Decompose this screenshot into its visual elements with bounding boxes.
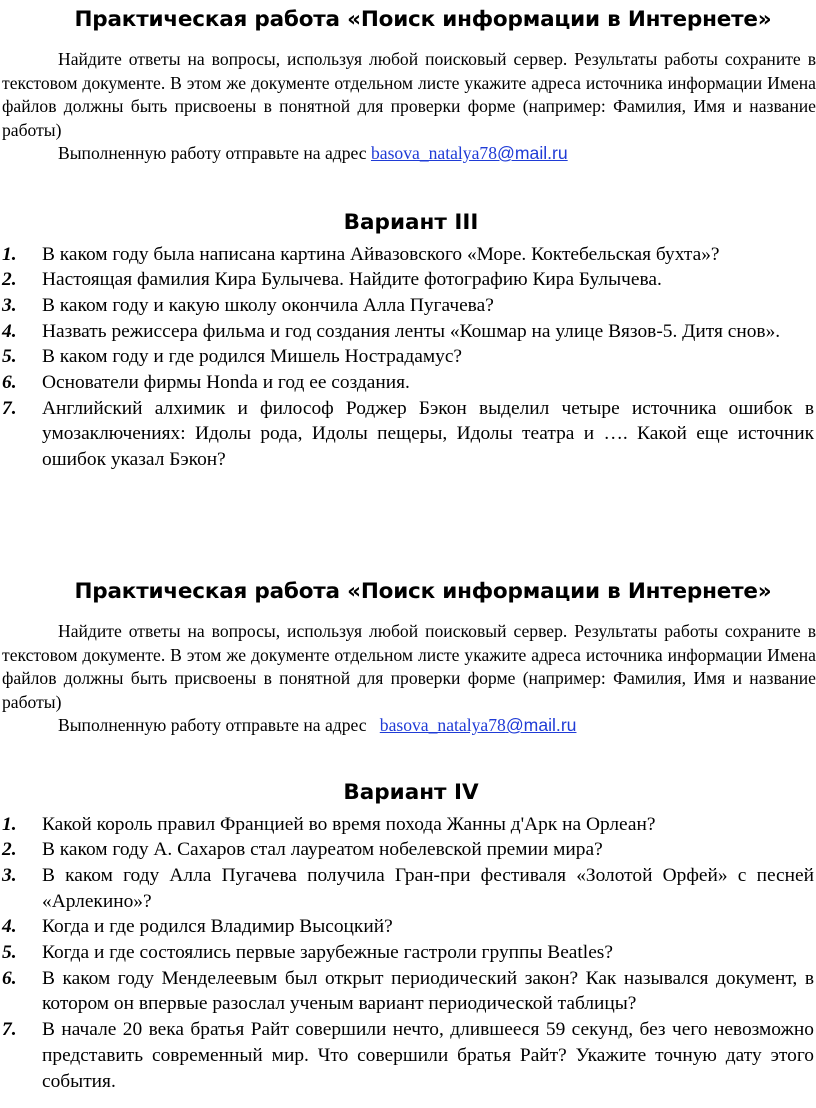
question-number: 7. [2,397,17,419]
question-item [0,863,816,914]
question-item [0,319,816,345]
question-item [0,344,816,370]
send-label: Выполненную работу отправьте на адрес [58,143,367,163]
send-address-line [0,714,816,738]
send-label: Выполненную работу отправьте на адрес [58,715,367,735]
question-text: В каком году А. Сахаров стал лауреатом нобелевской премии мира? [42,839,603,861]
instructions-paragraph [0,48,816,142]
email-domain: @mail.ru [497,143,568,163]
question-number: 1. [2,243,17,265]
question-number: 5. [2,942,17,964]
instructions-text: Найдите ответы на вопросы, используя любой поисковый сервер. Результаты работы сохраните в текстовом документе. В этом же документе отдельном листе укажите адреса источника информации Имена файлов должны быть присвоены в понятной для проверки форме (например: Фамилия, Имя и название работы) [2,621,816,712]
question-number: 4. [2,916,17,938]
question-text: В каком году Менделеевым был открыт периодический закон? Как назывался документ, в котором он впервые разослал ученым вариант периодической таблицы? [42,967,814,1015]
question-number: 1. [2,813,17,835]
page-title: Практическая работа «Поиск информации в Интернете» [74,579,772,604]
question-item [0,293,816,319]
question-list [0,242,816,473]
question-item [0,966,816,1017]
question-number: 3. [2,864,17,886]
send-address-line [0,142,816,166]
question-item [0,1017,816,1094]
question-text: Английский алхимик и философ Роджер Бэкон выделил четыре источника ошибок в умозаключениях: Идолы рода, Идолы пещеры, Идолы театра и …. Какой еще источник ошибок указал Бэкон? [42,397,814,471]
question-text: Основатели фирмы Honda и год ее создания. [42,372,410,394]
question-text: Назвать режиссера фильма и год создания ленты «Кошмар на улице Вязов-5. Дитя снов». [42,320,781,342]
question-text: Когда и где состоялись первые зарубежные гастроли группы Beatles? [42,942,613,964]
variant-heading: Вариант IV [343,779,479,805]
question-number: 2. [2,269,17,291]
question-text: В каком году и какую школу окончила Алла Пугачева? [42,294,494,316]
question-text: Когда и где родился Владимир Высоцкий? [42,916,393,938]
email-link[interactable] [371,143,568,163]
worksheet-variant-4 [0,576,816,1094]
question-list [0,812,816,1095]
question-item [0,396,816,473]
question-number: 6. [2,967,17,989]
question-item [0,940,816,966]
question-text: В каком году Алла Пугачева получила Гран-при фестиваля «Золотой Орфей» с песней «Арлекино»? [42,864,814,912]
question-item [0,914,816,940]
question-item [0,370,816,396]
email-domain: @mail.ru [505,715,577,735]
question-text: Настоящая фамилия Кира Булычева. Найдите фотографию Кира Булычева. [42,269,662,291]
instructions-paragraph [0,620,816,714]
question-number: 5. [2,346,17,368]
question-item [0,267,816,293]
question-item [0,812,816,838]
worksheet-variant-3 [0,4,816,473]
page-title: Практическая работа «Поиск информации в Интернете» [74,7,772,32]
variant-heading: Вариант III [343,209,479,235]
question-item [0,837,816,863]
instructions-text: Найдите ответы на вопросы, используя любой поисковый сервер. Результаты работы сохраните в текстовом документе. В этом же документе отдельном листе укажите адреса источника информации Имена файлов должны быть присвоены в понятной для проверки форме (например: Фамилия, Имя и название работы) [2,49,816,140]
email-user: basova_natalya78 [379,715,506,735]
question-text: Какой король правил Францией во время похода Жанны д'Арк на Орлеан? [42,813,656,835]
question-number: 3. [2,294,17,316]
question-text: В каком году была написана картина Айвазовского «Море. Коктебельская бухта»? [42,243,720,265]
email-link[interactable] [380,715,577,735]
question-number: 7. [2,1019,17,1041]
email-user: basova_natalya78 [370,143,498,163]
question-text: В начале 20 века братья Райт совершили нечто, длившееся 59 секунд, без чего невозможно представить современный мир. Что совершили братья Райт? Укажите точную дату этого события. [42,1019,814,1092]
question-item [0,242,816,268]
question-number: 4. [2,320,17,342]
question-text: В каком году и где родился Мишель Нострадамус? [42,346,463,368]
question-number: 6. [2,372,17,394]
question-number: 2. [2,839,17,861]
